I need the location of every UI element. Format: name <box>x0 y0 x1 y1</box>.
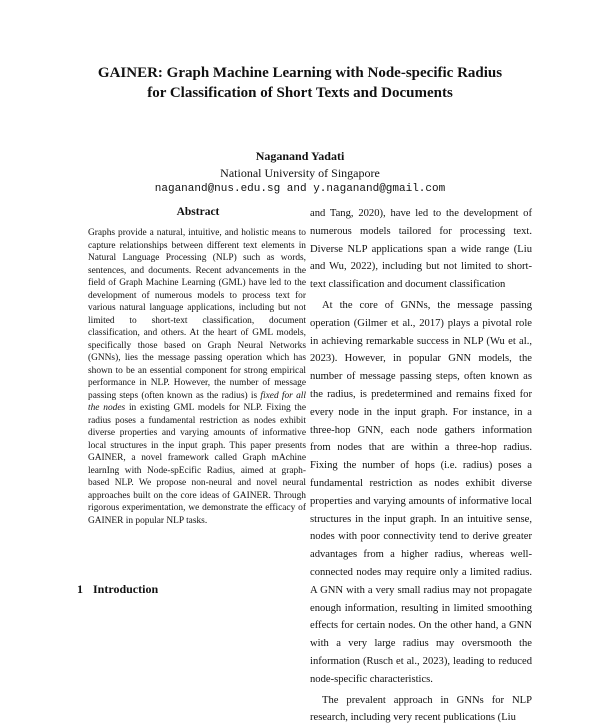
author-name: Naganand Yadati <box>255 149 345 163</box>
title-line-1: GAINER: Graph Machine Learning with Node-specific Radius <box>97 65 503 81</box>
right-column-body <box>310 205 532 727</box>
paper-title <box>40 63 560 103</box>
body-paragraph-2: At the core of GNNs, the message passing operation (Gilmer et al., 2017) plays a pivotal role in achieving remarkable success in NLP (Wu et al., 2023). However, in popular GNN models, the number of message passing steps, often known as the radius, is predetermined and remains fixed for every node in the input graph. For instance, in a three-hop GNN, each node gathers information from nodes that are within a three-hop radius. Fixing the number of hops (i.e. radius) poses a fundamental restriction as nodes exhibit diverse properties and varying amounts of informative local structures in the input graph. In an intuitive sense, nodes with poor connectivity tend to derive greater advantages from a higher radius, whereas well-connected nodes may require only a limited radius. A GNN with a very small radius may not propagate enough information, resulting in limited smoothing effects for certain nodes. On the other hand, a GNN with a very large radius may oversmooth the information (Rusch et al., 2023), leading to reduced node-specific characteristics. <box>310 299 532 685</box>
section-title: Introduction <box>93 582 159 596</box>
body-paragraph-3: The prevalent approach in GNNs for NLP research, including very recent publications (Liu <box>310 694 532 724</box>
abstract-text-1: Graphs provide a natural, intuitive, and holistic means to capture relationships between different text elements in Natural Language Processing (NLP) such as words, sentences, and documents. Recent advancements in the field of Graph Machine Learning (GML) have led to the development of numerous models to process text for various natural language applications, including but not limited to short-text classification, document classification, and others. At the heart of GML models, specifically those based on Graph Neural Networks (GNNs), lies the message passing operation which has shown to be an essential component for strong empirical performance in NLP. However, the number of message passing steps (often known as the radius) is <box>88 228 306 401</box>
section-number: 1 <box>77 582 83 596</box>
abstract-text-2: in existing GML models for NLP. Fixing the radius poses a fundamental restriction as nodes exhibit diverse properties and varying amounts of informative local structures in the input graph. This paper presents GAINER, a novel framework called Graph mAchine learnIng with Node-spEcific Radius, aimed at graph-based NLP. We propose non-neural and novel neural approaches built on the core ideas of GAINER. Through rigorous experimentation, we demonstrate the efficacy of GAINER in popular NLP tasks. <box>88 403 306 526</box>
author-affiliation: National University of Singapore <box>220 166 380 180</box>
author-emails: naganand@nus.edu.sg and y.naganand@gmail.com <box>154 183 446 195</box>
abstract-heading: Abstract <box>176 206 220 218</box>
abstract-body <box>88 227 306 527</box>
body-paragraph-1: and Tang, 2020), have led to the development of numerous models tailored for processing text. Diverse NLP applications span a wide range (Liu and Wu, 2022), including but not limited to short-text classification and document classification <box>310 208 532 291</box>
abstract-emphasis: fixed for all the nodes <box>88 390 306 413</box>
section-heading-introduction <box>77 582 158 597</box>
title-line-2: for Classification of Short Texts and Documents <box>147 85 453 101</box>
